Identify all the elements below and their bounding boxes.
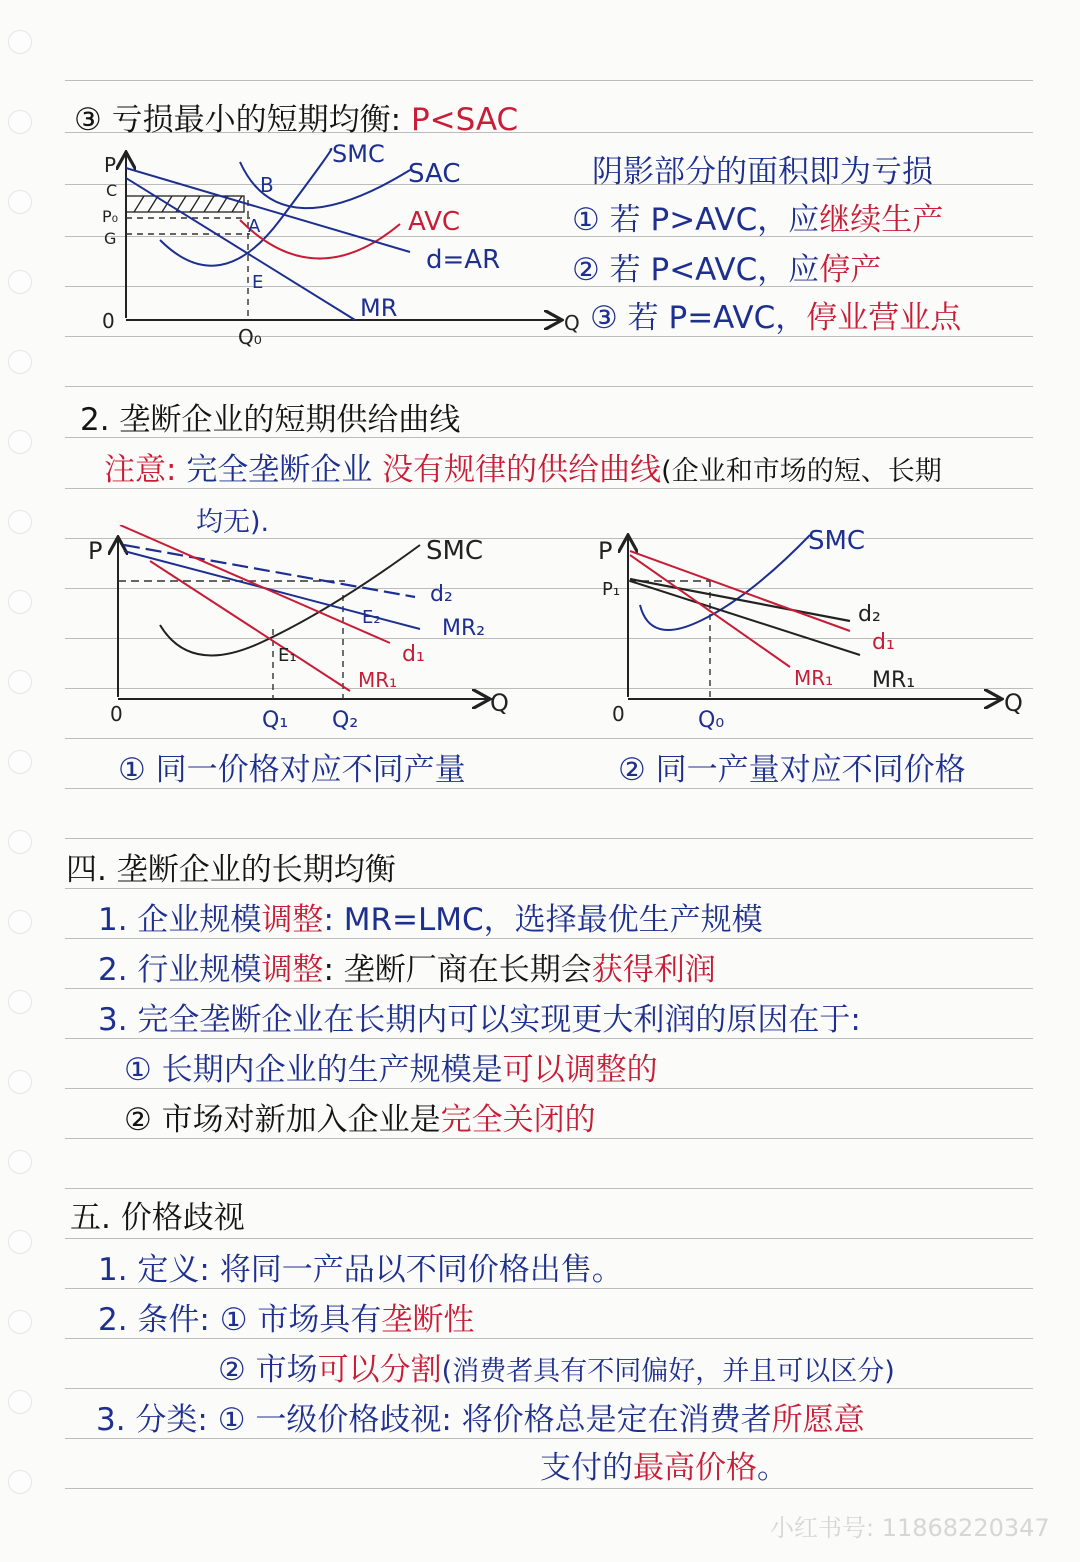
long-reason-2-pre: ② 市场对新加入企业是 [124, 1102, 441, 1138]
price-category [96, 1402, 865, 1438]
price-condition-2 [218, 1352, 895, 1390]
rule-2-condition: 若 P<AVC，应 [609, 252, 820, 288]
g2-label-d2: d₂ [858, 602, 881, 627]
loss-label-q: Q [564, 311, 580, 335]
watermark: 小红书号: 11868220347 [770, 1514, 1050, 1542]
price-category-2-post: 。 [757, 1450, 788, 1486]
long-item-2 [98, 952, 716, 988]
g2-label-d1: d₁ [872, 630, 895, 655]
supply-note-subject: 完全垄断企业 [186, 452, 373, 488]
loss-label-o: 0 [102, 309, 115, 333]
long-reason-1-key: 可以调整的 [502, 1052, 658, 1088]
g1-label-q2: Q₂ [332, 708, 359, 733]
rule-1-action: 继续生产 [819, 202, 944, 238]
loss-label-c: C [106, 181, 118, 200]
long-item-1-post: : MR=LMC，选择最优生产规模 [323, 902, 763, 938]
g1-label-mr1: MR₁ [358, 668, 398, 692]
rule-3-num: ③ [590, 300, 618, 336]
loss-label-b: B [260, 173, 274, 197]
price-category-2-key: 最高价格 [633, 1450, 757, 1486]
supply-graph-2 [590, 525, 1050, 740]
loss-label-g: G [104, 229, 117, 248]
price-category-2-pre: 支付的 [540, 1450, 633, 1486]
long-item-1-key: 调整 [261, 902, 324, 938]
supply-caption-1: ① 同一价格对应不同产量 [118, 752, 466, 788]
rule-1-condition: 若 P>AVC，应 [609, 202, 820, 238]
long-item-1-pre: 1. 企业规模 [98, 902, 262, 938]
g1-label-d2: d₂ [430, 582, 453, 607]
price-category-pre: 3. 分类: ① 一级价格歧视: 将价格总是定在消费者 [96, 1402, 772, 1438]
price-condition-1-key: 垄断性 [381, 1302, 475, 1338]
supply-note-tail-2: 均无). [196, 507, 270, 538]
loss-heading-text: 亏损最小的短期均衡: [111, 102, 402, 138]
long-reason-2-key: 完全关闭的 [440, 1102, 596, 1138]
loss-label-mr: MR [360, 294, 398, 322]
g1-label-p: P [88, 537, 103, 565]
long-item-2-key2: 获得利润 [591, 952, 716, 988]
binder-holes [0, 0, 40, 1562]
g1-label-smc: SMC [426, 536, 484, 566]
loss-label-avc: AVC [408, 207, 461, 237]
loss-note: 阴影部分的面积即为亏损 [592, 154, 933, 190]
supply-graph-1 [80, 525, 530, 740]
g2-label-mr2: MR₁ [872, 668, 916, 693]
long-reason-1 [124, 1052, 658, 1088]
price-definition: 1. 定义: 将同一产品以不同价格出售。 [98, 1252, 623, 1288]
long-item-2-pre: 2. 行业规模 [98, 952, 262, 988]
loss-rule-2 [572, 252, 881, 288]
loss-label-q0: Q₀ [238, 325, 262, 349]
loss-rule-1 [572, 202, 943, 238]
loss-label-e: E [252, 272, 264, 293]
supply-note-tail: (企业和市场的短、长期 [661, 456, 942, 487]
price-category-key: 所愿意 [771, 1402, 865, 1438]
g1-label-d1: d₁ [402, 642, 425, 667]
price-condition-1 [98, 1302, 474, 1338]
price-category-2 [540, 1450, 788, 1486]
loss-label-a: A [248, 216, 261, 237]
long-reason-1-pre: ① 长期内企业的生产规模是 [124, 1052, 503, 1088]
loss-graph [90, 140, 590, 350]
supply-note-key: 没有规律的供给曲线 [382, 452, 662, 488]
rule-3-action: 停业营业点 [806, 300, 962, 336]
price-condition-2-pre: ② 市场 [218, 1352, 318, 1388]
loss-label-sac: SAC [408, 159, 461, 189]
rule-2-action: 停产 [819, 252, 882, 288]
long-heading: 四. 垄断企业的长期均衡 [66, 852, 396, 888]
long-reason-2 [124, 1102, 596, 1138]
g1-label-q1: Q₁ [262, 708, 289, 733]
g1-label-o: 0 [110, 702, 123, 726]
g1-label-e2: E₂ [362, 607, 381, 628]
loss-label-p: P [104, 153, 117, 177]
long-item-2-mid: : 垄断厂商在长期会 [323, 952, 592, 988]
supply-note [104, 452, 942, 490]
g2-label-p: P [598, 537, 613, 565]
rule-2-num: ② [572, 252, 600, 288]
long-item-2-key: 调整 [261, 952, 324, 988]
g2-label-smc: SMC [808, 526, 866, 556]
loss-heading-num: ③ [74, 102, 102, 138]
g1-label-e1: E₁ [278, 645, 297, 666]
loss-heading-condition: P<SAC [410, 102, 519, 138]
supply-heading: 2. 垄断企业的短期供给曲线 [80, 402, 461, 438]
g2-label-o: 0 [612, 702, 625, 726]
g2-d2-line [630, 579, 850, 621]
g2-label-q0: Q₀ [698, 708, 725, 733]
g2-smc-curve [640, 535, 810, 630]
loss-heading [74, 102, 518, 138]
g1-label-mr2: MR₂ [442, 616, 486, 641]
g2-label-q: Q [1004, 689, 1023, 717]
rule-3-condition: 若 P=AVC， [627, 300, 807, 336]
loss-label-p0: P₀ [102, 207, 119, 226]
loss-rule-3 [590, 300, 961, 336]
long-item-1 [98, 902, 763, 938]
price-condition-2-post: (消费者具有不同偏好，并且可以区分) [441, 1356, 895, 1387]
supply-caption-2: ② 同一产量对应不同价格 [618, 752, 966, 788]
price-condition-2-key: 可以分割 [317, 1352, 442, 1388]
g2-label-mr1: MR₁ [794, 666, 834, 690]
g2-label-p1: P₁ [602, 579, 621, 600]
price-heading: 五. 价格歧视 [70, 1200, 245, 1236]
rule-1-num: ① [572, 202, 600, 238]
supply-note-label: 注意: [104, 452, 177, 488]
g1-label-q: Q [490, 689, 509, 717]
price-condition-label: 2. 条件: ① 市场具有 [98, 1302, 382, 1338]
loss-label-dar: d=AR [426, 245, 501, 275]
loss-label-smc: SMC [332, 140, 385, 168]
long-item-3: 3. 完全垄断企业在长期内可以实现更大利润的原因在于: [98, 1002, 861, 1038]
